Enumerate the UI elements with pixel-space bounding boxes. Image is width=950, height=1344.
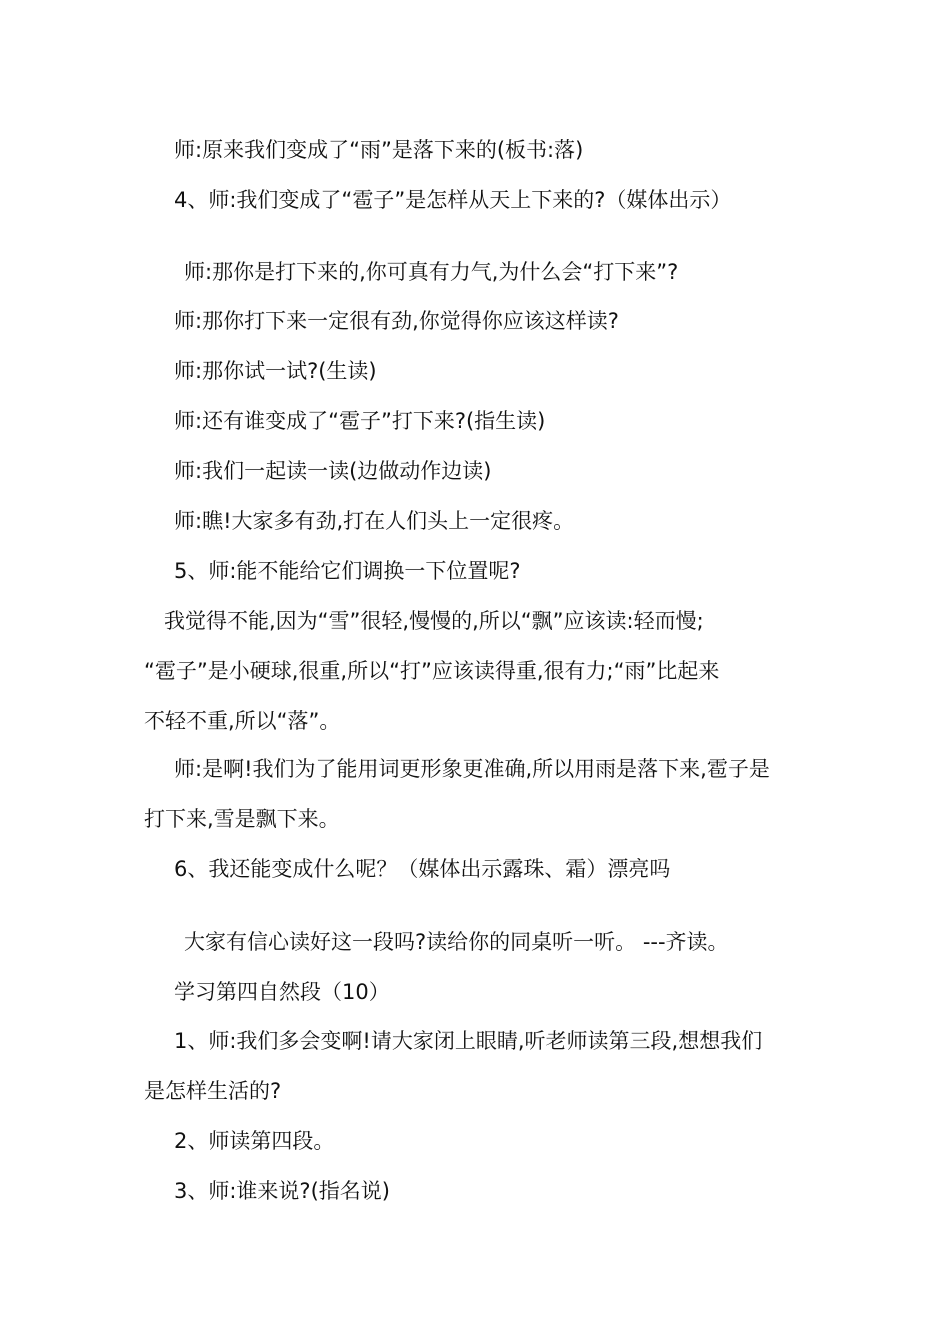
text-line: 师:那你试一试?(生读) — [174, 359, 377, 383]
text-line: 2、师读第四段。 — [174, 1129, 335, 1153]
text-line: 大家有信心读好这一段吗?读给你的同桌听一听。 ---齐读。 — [184, 930, 729, 954]
text-line: 我觉得不能,因为“雪”很轻,慢慢的,所以“飘”应该读:轻而慢; — [164, 609, 704, 633]
text-line: 6、我还能变成什么呢？（媒体出示露珠、霜）漂亮吗 — [174, 857, 671, 881]
text-line: 3、师:谁来说?(指名说) — [174, 1179, 390, 1203]
text-line: 学习第四自然段（10） — [174, 980, 390, 1004]
text-line: 师:还有谁变成了“雹子”打下来?(指生读) — [174, 409, 546, 433]
text-line: “雹子”是小硬球,很重,所以“打”应该读得重,很有力;“雨”比起来 — [144, 659, 720, 683]
text-line: 4、师:我们变成了“雹子”是怎样从天上下来的?（媒体出示） — [174, 188, 732, 212]
text-line: 1、师:我们多会变啊!请大家闭上眼睛,听老师读第三段,想想我们 — [174, 1029, 763, 1053]
text-line: 师:那你打下来一定很有劲,你觉得你应该这样读? — [174, 309, 619, 333]
text-line: 师:我们一起读一读(边做动作边读) — [174, 459, 492, 483]
text-line: 师:那你是打下来的,你可真有力气,为什么会“打下来”? — [184, 260, 679, 284]
text-line: 5、师:能不能给它们调换一下位置呢? — [174, 559, 521, 583]
text-line: 是怎样生活的? — [144, 1079, 282, 1103]
text-line: 师:是啊!我们为了能用词更形象更准确,所以用雨是落下来,雹子是 — [174, 757, 770, 781]
text-line: 不轻不重,所以“落”。 — [144, 709, 341, 733]
text-line: 师:瞧!大家多有劲,打在人们头上一定很疼。 — [174, 509, 575, 533]
text-line: 师:原来我们变成了“雨”是落下来的(板书:落) — [174, 138, 584, 162]
text-line: 打下来,雪是飘下来。 — [144, 807, 340, 831]
